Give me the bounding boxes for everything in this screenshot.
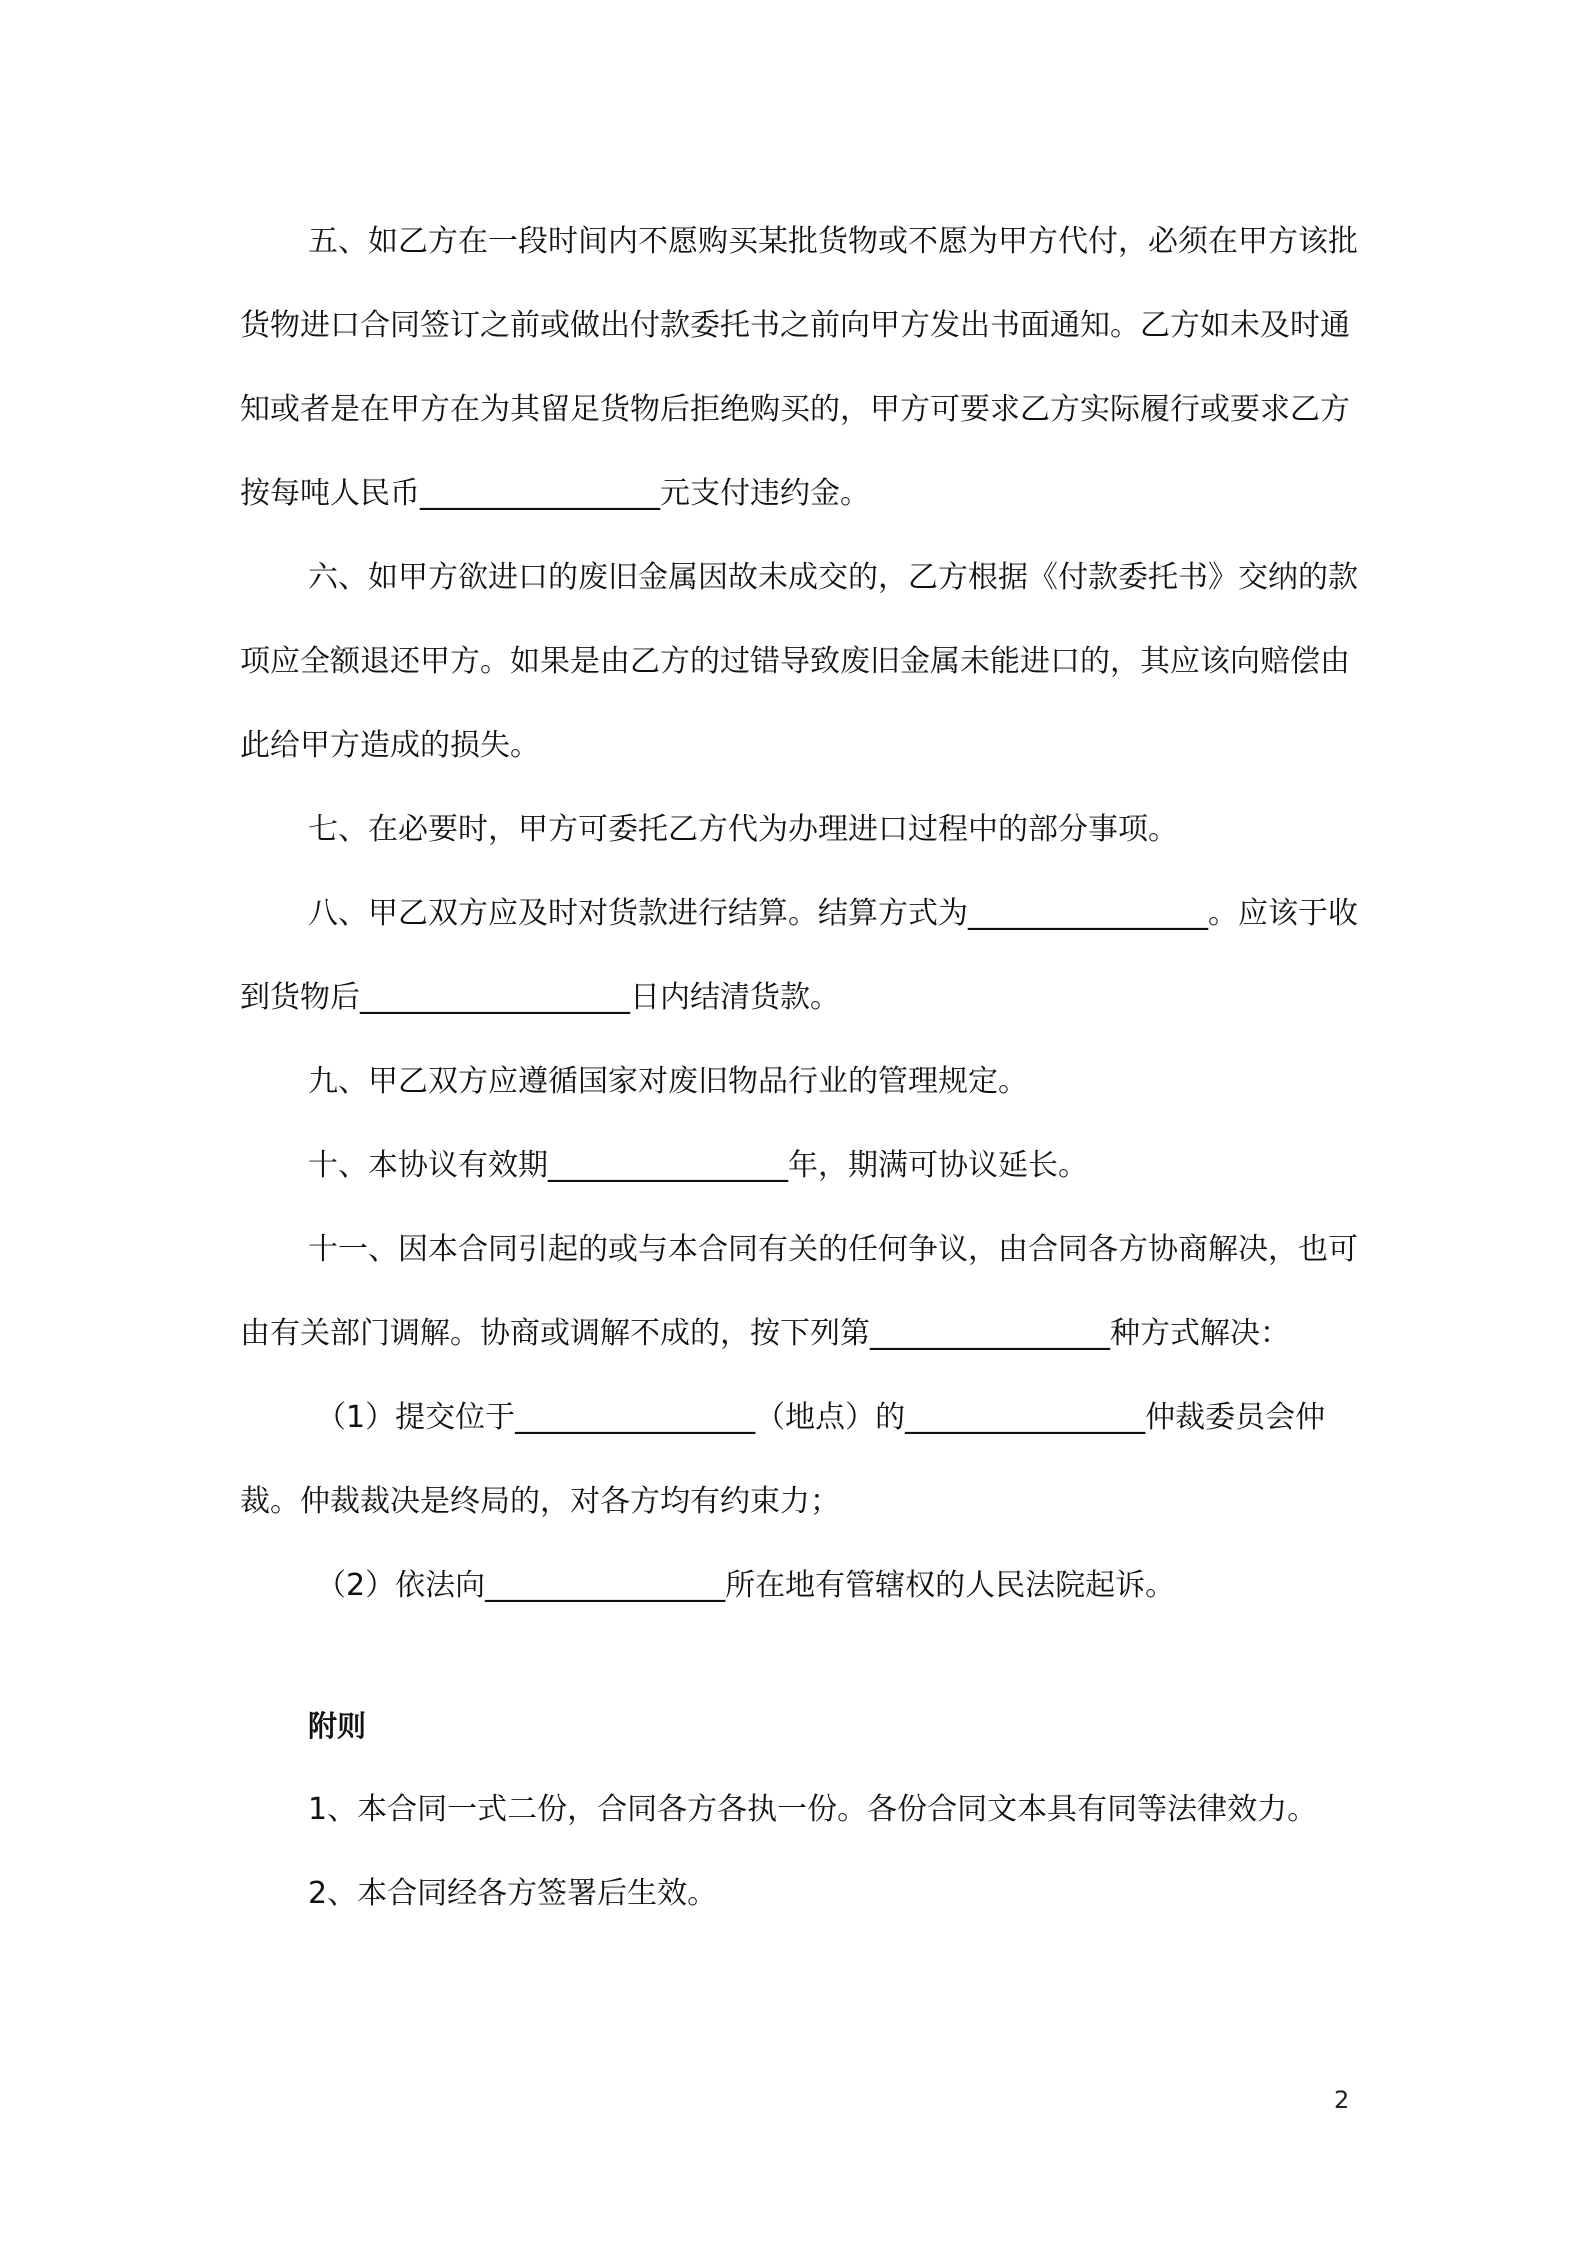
appendix-item-1: 1、本合同一式二份，合同各方各执一份。各份合同文本具有同等法律效力。 bbox=[308, 1792, 1318, 1827]
appendix-title: 附则 bbox=[308, 1709, 367, 1743]
clause-8: 八、甲乙双方应及时对货款进行结算。结算方式为________________。应该于收到货物后__________________日内结清货款。 bbox=[240, 896, 1358, 1015]
clause-11: 十一、因本合同引起的或与本合同有关的任何争议，由合同各方协商解决，也可由有关部门调解。协商或调解不成的，按下列第________________种方式解决： bbox=[240, 1232, 1358, 1351]
clause-10: 十、本协议有效期________________年，期满可协议延长。 bbox=[308, 1148, 1088, 1183]
page-number: 2 bbox=[1334, 2086, 1350, 2114]
document-body bbox=[240, 200, 1360, 1936]
clause-9: 九、甲乙双方应遵循国家对废旧物品行业的管理规定。 bbox=[308, 1064, 1028, 1099]
appendix-item-2: 2、本合同经各方签署后生效。 bbox=[308, 1876, 718, 1911]
clause-5: 五、如乙方在一段时间内不愿购买某批货物或不愿为甲方代付，必须在甲方该批货物进口合同签订之前或做出付款委托书之前向甲方发出书面通知。乙方如未及时通知或者是在甲方在为其留足货物后拒绝购买的，甲方可要求乙方实际履行或要求乙方按每吨人民币________________元支付违约金。 bbox=[240, 224, 1358, 511]
clause-11-option-2: （2）依法向________________所在地有管辖权的人民法院起诉。 bbox=[316, 1568, 1176, 1603]
clause-7: 七、在必要时，甲方可委托乙方代为办理进口过程中的部分事项。 bbox=[308, 812, 1178, 847]
clause-11-option-1: （1）提交位于________________（地点）的________________仲裁委员会仲裁。仲裁裁决是终局的，对各方均有约束力； bbox=[240, 1400, 1326, 1519]
clause-6: 六、如甲方欲进口的废旧金属因故未成交的，乙方根据《付款委托书》交纳的款项应全额退还甲方。如果是由乙方的过错导致废旧金属未能进口的，其应该向赔偿由此给甲方造成的损失。 bbox=[240, 560, 1358, 763]
